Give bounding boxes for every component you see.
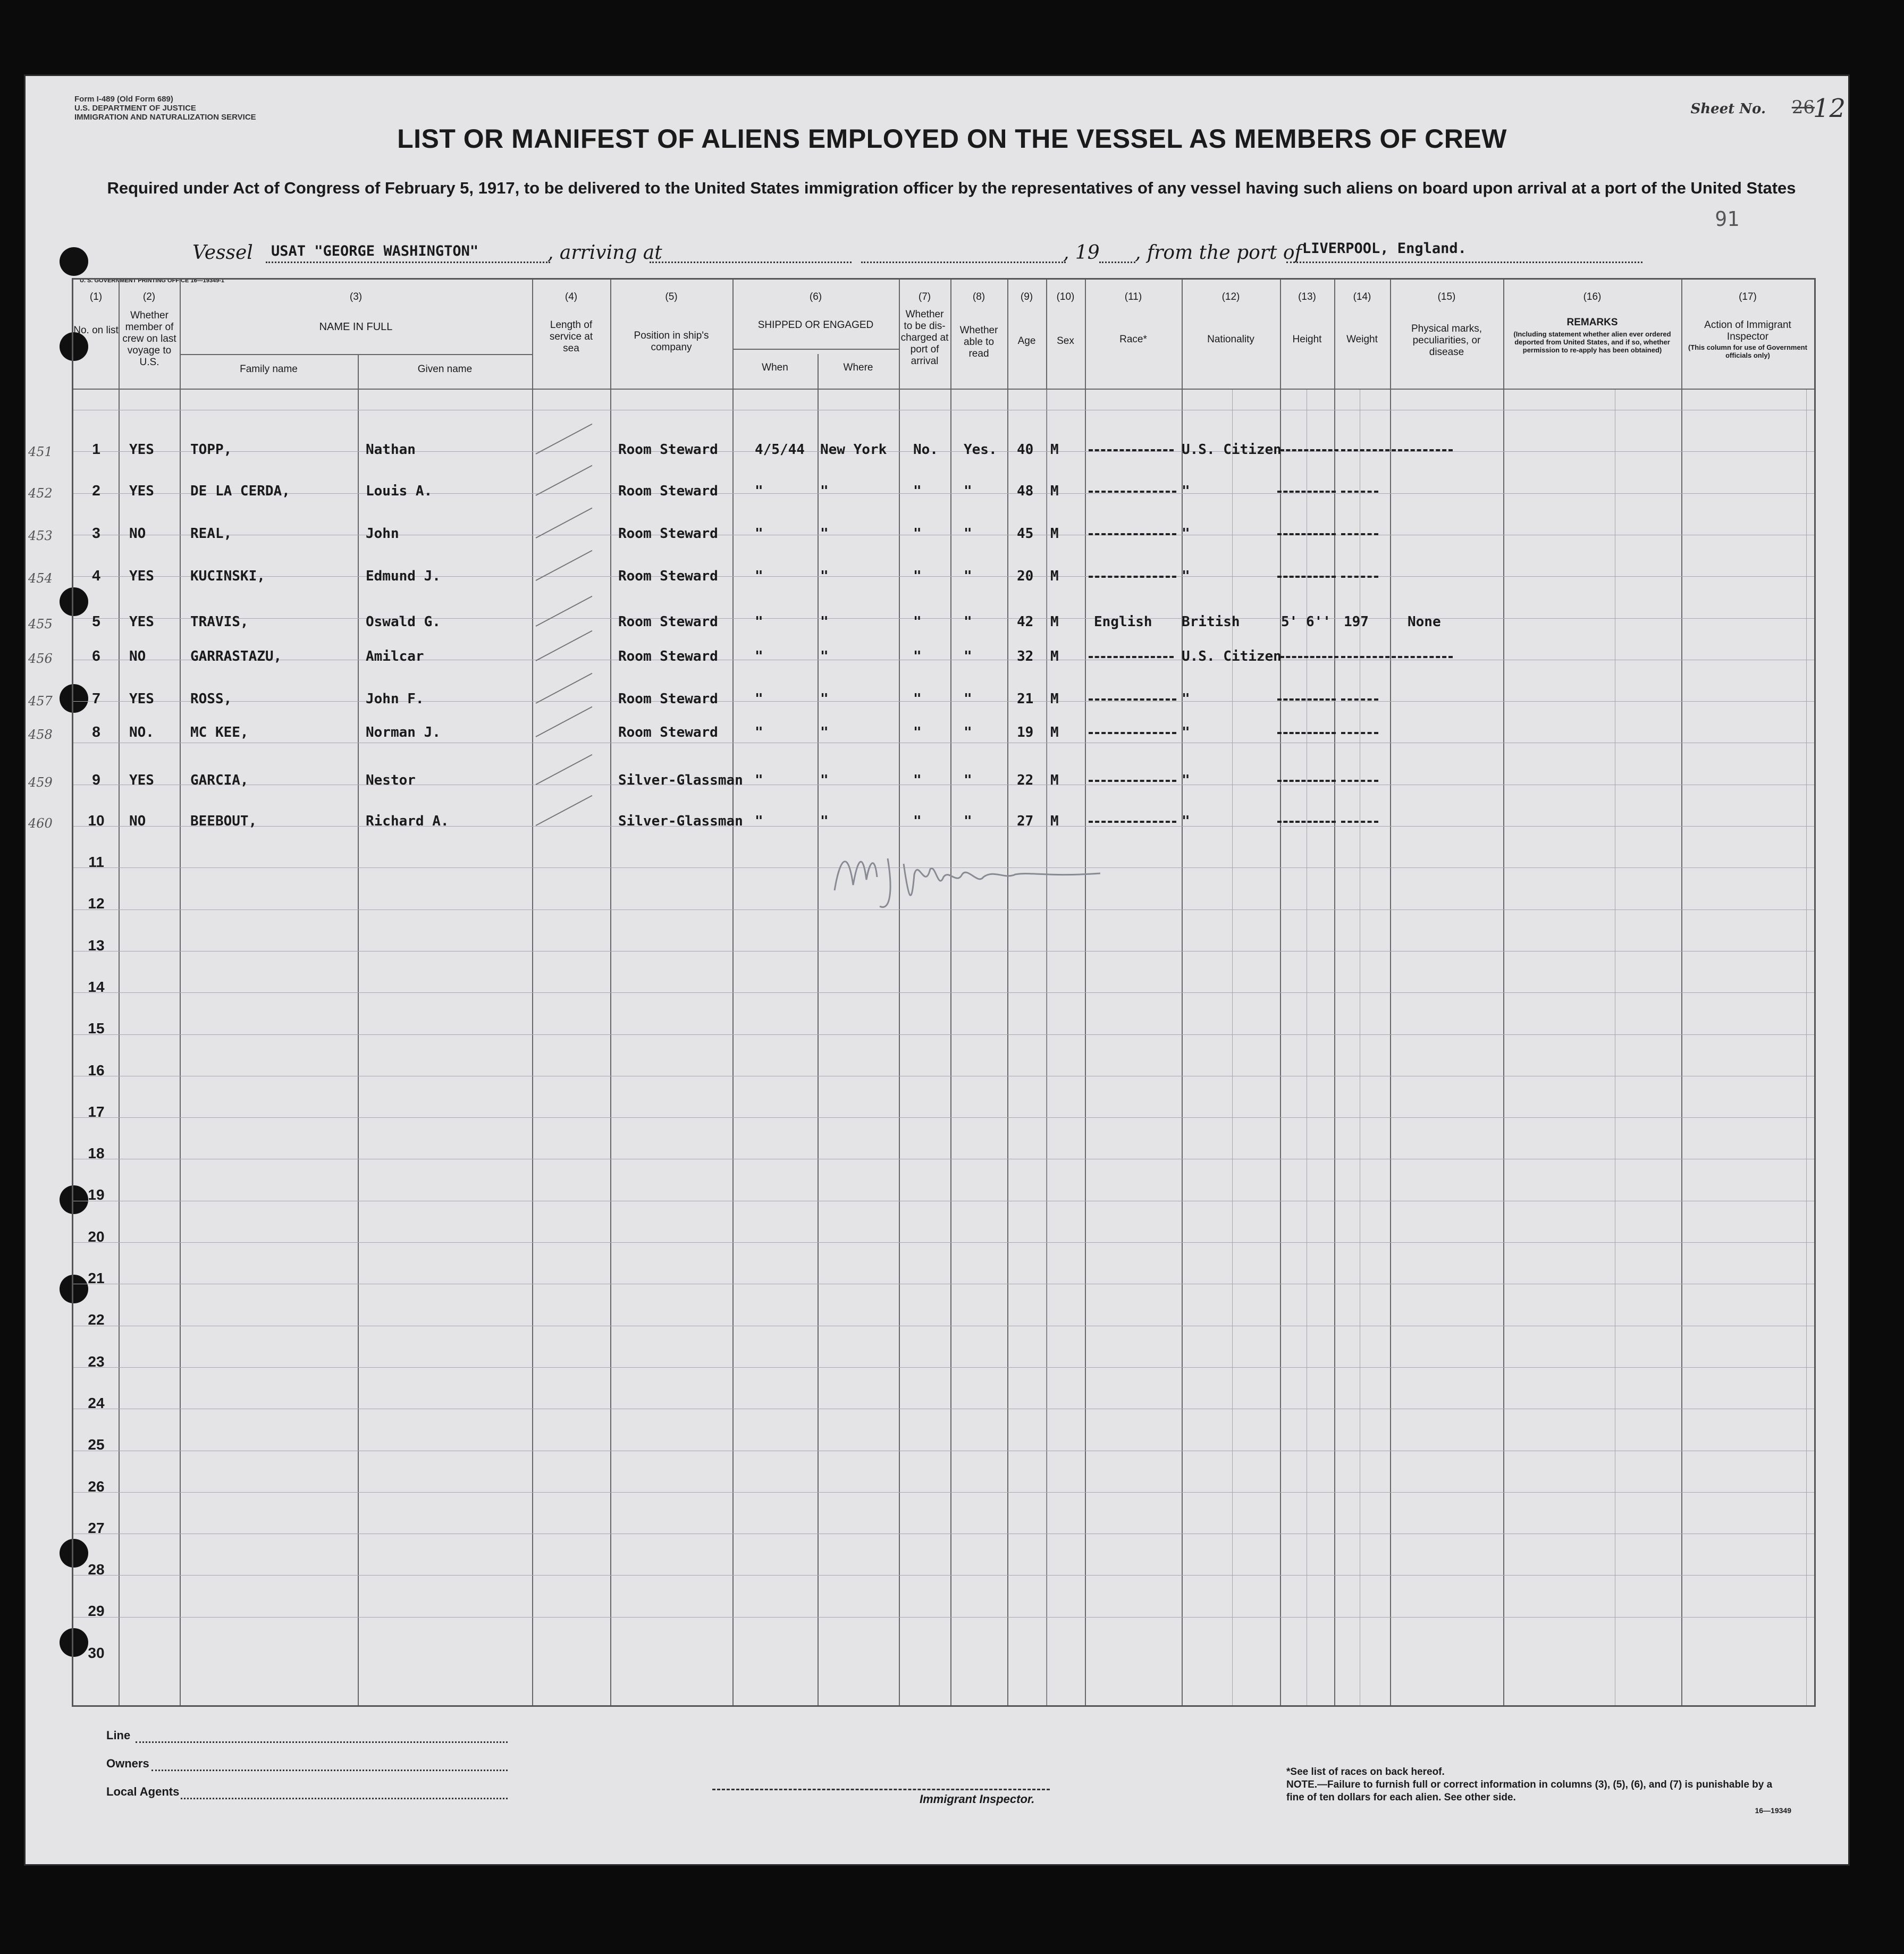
shipped-where: " — [820, 691, 829, 707]
able-to-read: " — [964, 725, 972, 740]
discharged: " — [913, 568, 922, 584]
discharged: " — [913, 813, 922, 829]
race-dash — [1089, 698, 1176, 701]
header-member-last-voyage: Whether member of crew on last voyage to U.S. — [122, 310, 176, 368]
member-last-voyage: YES — [129, 772, 154, 788]
owners-underline — [151, 1770, 508, 1771]
member-last-voyage: YES — [129, 614, 154, 630]
col-15-number: (15) — [1437, 291, 1456, 302]
nationality: " — [1182, 568, 1190, 584]
row-number: 22 — [88, 1311, 105, 1328]
col-14-number: (14) — [1353, 291, 1371, 302]
able-to-read: " — [964, 691, 972, 707]
page-title: LIST OR MANIFEST OF ALIENS EMPLOYED ON THE VESSEL AS MEMBERS OF CREW — [397, 124, 1507, 154]
age: 32 — [1017, 648, 1034, 664]
position: Room Steward — [618, 526, 718, 542]
header-sex: Sex — [1057, 335, 1074, 347]
race-dash — [1089, 576, 1176, 578]
row-number: 15 — [88, 1020, 105, 1037]
local-agents-label: Local Agents — [106, 1785, 180, 1798]
family-name: KUCINSKI, — [190, 568, 265, 584]
row-divider — [73, 493, 1814, 494]
sex: M — [1050, 526, 1059, 542]
discharged: " — [913, 614, 922, 630]
col-16-number: (16) — [1583, 291, 1602, 302]
row-number: 16 — [88, 1062, 105, 1079]
position: Room Steward — [618, 483, 718, 499]
family-name: BEEBOUT, — [190, 813, 257, 829]
position: Room Steward — [618, 614, 718, 630]
page-subtitle: Required under Act of Congress of February 5, 1917, to be delivered to the United States immigration officer by the representatives of any vessel having such aliens on board upon arrival at a port of the United States — [107, 179, 1796, 197]
given-name: Norman J. — [366, 725, 441, 740]
header-given-name: Given name — [417, 364, 473, 375]
margin-note: 459 — [28, 775, 53, 790]
sex: M — [1050, 772, 1059, 788]
race-dash — [1089, 732, 1176, 734]
given-name: John F. — [366, 691, 424, 707]
vessel-underline — [266, 262, 550, 263]
header-able-read: Whether able to read — [959, 325, 998, 359]
weight-dash — [1341, 449, 1453, 451]
able-to-read: " — [964, 648, 972, 664]
age: 21 — [1017, 691, 1034, 707]
family-name: GARRASTAZU, — [190, 648, 282, 664]
given-name: Edmund J. — [366, 568, 441, 584]
margin-note: 457 — [28, 694, 53, 709]
family-name: TRAVIS, — [190, 614, 249, 630]
department: U.S. DEPARTMENT OF JUSTICE — [74, 104, 196, 113]
inspector-underline — [712, 1789, 1050, 1790]
shipped-when: " — [755, 614, 763, 630]
shipped-when: " — [755, 691, 763, 707]
shipped-when: " — [755, 483, 763, 499]
member-last-voyage: YES — [129, 483, 154, 499]
age: 48 — [1017, 483, 1034, 499]
height-dash — [1277, 698, 1336, 701]
weight-dash — [1341, 533, 1378, 535]
member-last-voyage: NO — [129, 813, 146, 829]
col-13-number: (13) — [1298, 291, 1316, 302]
member-last-voyage: NO — [129, 648, 146, 664]
given-name: Nathan — [366, 442, 416, 458]
margin-note: 452 — [28, 486, 53, 501]
given-name: Oswald G. — [366, 614, 441, 630]
row-number: 30 — [88, 1644, 105, 1661]
position: Room Steward — [618, 691, 718, 707]
header-remarks-note: (Including statement whether alien ever ordered deported from United States, and if so, whether permission to re-apply has been obtained) — [1513, 330, 1671, 354]
race-dash — [1089, 491, 1176, 493]
row-number: 20 — [88, 1228, 105, 1245]
header-remarks: REMARKS — [1566, 317, 1618, 328]
margin-note: 458 — [28, 727, 53, 742]
able-to-read: " — [964, 526, 972, 542]
year-underline — [1099, 262, 1135, 263]
sheet-number: 12 — [1813, 94, 1846, 123]
race-dash — [1089, 821, 1176, 823]
service-check-mark — [536, 630, 593, 661]
age: 40 — [1017, 442, 1034, 458]
shipped-where: " — [820, 568, 829, 584]
service-check-mark — [536, 508, 593, 538]
row-number: 12 — [88, 895, 105, 912]
owners-label: Owners — [106, 1757, 149, 1770]
age: 19 — [1017, 725, 1034, 740]
row-number: 14 — [88, 978, 105, 995]
header-name-in-full: NAME IN FULL — [319, 321, 393, 333]
able-to-read: " — [964, 813, 972, 829]
weight-dash — [1341, 656, 1453, 658]
port-underline — [1286, 262, 1642, 263]
race-dash — [1089, 449, 1174, 451]
sex: M — [1050, 483, 1059, 499]
row-number: 25 — [88, 1436, 105, 1453]
service-check-mark — [536, 673, 593, 704]
service-check-mark — [536, 424, 593, 454]
sex: M — [1050, 568, 1059, 584]
shipped-when: 4/5/44 — [755, 442, 805, 458]
row-number: 18 — [88, 1145, 105, 1162]
header-position: Position in ship's company — [634, 330, 709, 353]
position: Room Steward — [618, 725, 718, 740]
discharged: " — [913, 648, 922, 664]
race-dash — [1089, 780, 1176, 782]
row-number: 24 — [88, 1394, 105, 1411]
row-number: 2 — [92, 482, 100, 499]
sex: M — [1050, 648, 1059, 664]
header-discharged: Whether to be dis-charged at port of arrival — [900, 309, 949, 367]
nationality: " — [1182, 813, 1190, 829]
inspector-signature — [824, 827, 1111, 922]
row-divider — [73, 618, 1814, 619]
row-number: 5 — [92, 613, 100, 629]
shipped-where: " — [820, 772, 829, 788]
discharged: " — [913, 483, 922, 499]
shipped-when: " — [755, 568, 763, 584]
physical-marks: None — [1408, 614, 1441, 630]
sex: M — [1050, 691, 1059, 707]
arriving-label: , arriving at — [547, 242, 662, 264]
col-17-number: (17) — [1739, 291, 1757, 302]
penalty-note: NOTE.—Failure to furnish full or correct information in columns (3), (5), (6), and (7) is punishable by a fine of ten dollars for each alien. See other side. — [1286, 1779, 1773, 1803]
shipped-where: " — [820, 813, 829, 829]
crew-table — [28, 278, 1816, 1707]
row-number: 7 — [92, 690, 100, 706]
sex: M — [1050, 813, 1059, 829]
row-number: 28 — [88, 1561, 105, 1578]
shipped-where: " — [820, 526, 829, 542]
height-dash — [1277, 533, 1336, 535]
race-dash — [1089, 533, 1176, 535]
height: 5' 6'' — [1281, 614, 1331, 630]
col-4-number: (4) — [565, 291, 578, 302]
given-name: John — [366, 526, 399, 542]
shipped-where: New York — [820, 442, 887, 458]
family-name: GARCIA, — [190, 772, 249, 788]
nationality: U.S. Citizen — [1182, 648, 1282, 664]
form-code: 16—19349 — [1755, 1806, 1791, 1815]
row-number: 21 — [88, 1270, 105, 1286]
margin-note: 455 — [28, 617, 53, 631]
position: Room Steward — [618, 568, 718, 584]
page-number: 91 — [1715, 207, 1739, 231]
given-name: Amilcar — [366, 648, 424, 664]
header-nationality: Nationality — [1207, 334, 1254, 345]
shipped-when: " — [755, 526, 763, 542]
able-to-read: " — [964, 614, 972, 630]
printing-office-line: U. S. GOVERNMENT PRINTING OFFICE 16—19349-1 — [80, 277, 225, 284]
nationality: British — [1182, 614, 1240, 630]
punch-hole — [60, 247, 88, 276]
agents-underline — [181, 1798, 508, 1799]
service: IMMIGRATION AND NATURALIZATION SERVICE — [74, 113, 256, 122]
row-number: 23 — [88, 1353, 105, 1370]
member-last-voyage: NO — [129, 526, 146, 542]
races-note: *See list of races on back hereof. — [1286, 1766, 1445, 1778]
vessel-name: USAT "GEORGE WASHINGTON" — [271, 243, 479, 259]
col-3-number: (3) — [349, 291, 363, 302]
race: English — [1094, 614, 1152, 630]
family-name: MC KEE, — [190, 725, 249, 740]
header-weight: Weight — [1346, 334, 1378, 345]
able-to-read: " — [964, 568, 972, 584]
col-9-number: (9) — [1020, 291, 1033, 302]
shipped-where: " — [820, 725, 829, 740]
row-number: 4 — [92, 567, 100, 584]
header-physical-marks: Physical marks, peculiarities, or disease — [1411, 323, 1482, 358]
row-number: 10 — [88, 812, 105, 829]
service-check-mark — [536, 596, 593, 627]
sex: M — [1050, 725, 1059, 740]
weight-dash — [1341, 780, 1378, 782]
nationality: " — [1182, 526, 1190, 542]
header-where: Where — [843, 362, 873, 373]
header-action-inspector: Action of Immigrant Inspector — [1704, 319, 1791, 342]
port-name: LIVERPOOL, England. — [1302, 240, 1467, 257]
weight-dash — [1341, 698, 1378, 701]
col-2-number: (2) — [142, 291, 156, 302]
shipped-where: " — [820, 483, 829, 499]
race-dash — [1089, 656, 1174, 658]
position: Room Steward — [618, 648, 718, 664]
member-last-voyage: YES — [129, 568, 154, 584]
row-number: 17 — [88, 1103, 105, 1120]
row-divider — [73, 1617, 1814, 1618]
weight-dash — [1341, 821, 1378, 823]
row-divider — [73, 1492, 1814, 1493]
discharged: " — [913, 526, 922, 542]
row-number: 19 — [88, 1186, 105, 1203]
sheet-original-number: 26 — [1791, 97, 1815, 118]
service-check-mark — [536, 465, 593, 496]
sex: M — [1050, 442, 1059, 458]
given-name: Nestor — [366, 772, 416, 788]
height-dash — [1280, 656, 1338, 658]
shipped-when: " — [755, 813, 763, 829]
row-divider — [73, 1242, 1814, 1243]
col-10-number: (10) — [1056, 291, 1075, 302]
header-race: Race* — [1119, 334, 1147, 345]
header-height: Height — [1292, 334, 1322, 345]
from-port-label: , from the port of — [1135, 242, 1302, 264]
line-label: Line — [106, 1729, 131, 1742]
col-5-number: (5) — [665, 291, 678, 302]
given-name: Louis A. — [366, 483, 433, 499]
member-last-voyage: YES — [129, 442, 154, 458]
given-name: Richard A. — [366, 813, 449, 829]
row-divider — [73, 451, 1814, 452]
col-12-number: (12) — [1221, 291, 1240, 302]
row-number: 27 — [88, 1519, 105, 1536]
family-name: ROSS, — [190, 691, 232, 707]
margin-note: 451 — [28, 444, 53, 459]
col-11-number: (11) — [1124, 291, 1142, 302]
col-7-number: (7) — [918, 291, 931, 302]
row-divider — [73, 1575, 1814, 1576]
age: 45 — [1017, 526, 1034, 542]
arriving-underline — [650, 262, 852, 263]
row-divider — [73, 1367, 1814, 1368]
date-underline — [861, 262, 1066, 263]
nationality: U.S. Citizen — [1182, 442, 1282, 458]
age: 27 — [1017, 813, 1034, 829]
header-length-service: Length of service at sea — [549, 319, 593, 354]
row-number: 13 — [88, 937, 105, 954]
row-number: 11 — [88, 854, 104, 870]
col-1-number: (1) — [89, 291, 103, 302]
shipped-where: " — [820, 648, 829, 664]
age: 42 — [1017, 614, 1034, 630]
able-to-read: " — [964, 772, 972, 788]
height-dash — [1280, 449, 1338, 451]
height-dash — [1277, 732, 1336, 734]
shipped-where: " — [820, 614, 829, 630]
line-underline — [136, 1741, 508, 1743]
vessel-label: Vessel — [192, 242, 253, 264]
weight: 197 — [1344, 614, 1369, 630]
row-divider — [73, 992, 1814, 993]
position: Silver-Glassman — [618, 813, 743, 829]
height-dash — [1277, 491, 1336, 493]
weight-dash — [1341, 576, 1378, 578]
sex: M — [1050, 614, 1059, 630]
col-8-number: (8) — [972, 291, 985, 302]
nationality: " — [1182, 483, 1190, 499]
row-number: 1 — [92, 441, 100, 457]
row-divider — [73, 1034, 1814, 1035]
shipped-when: " — [755, 772, 763, 788]
margin-note: 453 — [28, 528, 53, 543]
shipped-when: " — [755, 725, 763, 740]
nationality: " — [1182, 772, 1190, 788]
shipped-when: " — [755, 648, 763, 664]
able-to-read: Yes. — [964, 442, 997, 458]
service-check-mark — [536, 795, 593, 826]
margin-note: 454 — [28, 571, 53, 586]
position: Silver-Glassman — [618, 772, 743, 788]
form-number: Form I-489 (Old Form 689) — [74, 95, 173, 104]
row-divider — [73, 1117, 1814, 1118]
row-number: 9 — [92, 771, 100, 788]
position: Room Steward — [618, 442, 718, 458]
weight-dash — [1341, 732, 1378, 734]
header-age: Age — [1017, 335, 1036, 347]
height-dash — [1277, 780, 1336, 782]
height-dash — [1277, 821, 1336, 823]
able-to-read: " — [964, 483, 972, 499]
margin-note: 460 — [28, 816, 53, 831]
form-identifier — [74, 95, 256, 122]
row-number: 6 — [92, 647, 100, 664]
sheet-label: Sheet No. — [1690, 101, 1766, 117]
row-number: 29 — [88, 1603, 105, 1620]
member-last-voyage: YES — [129, 691, 154, 707]
row-number: 8 — [92, 723, 100, 740]
age: 22 — [1017, 772, 1034, 788]
family-name: REAL, — [190, 526, 232, 542]
header-no-on-list: No. on list — [73, 325, 119, 336]
year-label: , 19 — [1063, 242, 1100, 264]
margin-note: 456 — [28, 651, 53, 666]
discharged: " — [913, 691, 922, 707]
family-name: DE LA CERDA, — [190, 483, 290, 499]
header-family-name: Family name — [240, 364, 298, 375]
footer-note — [1286, 1766, 1791, 1817]
header-action-note: (This column for use of Government officials only) — [1688, 343, 1807, 359]
row-divider — [73, 576, 1814, 577]
row-number: 3 — [92, 525, 100, 541]
discharged: No. — [913, 442, 938, 458]
nationality: " — [1182, 725, 1190, 740]
family-name: TOPP, — [190, 442, 232, 458]
service-check-mark — [536, 706, 593, 737]
header-when: When — [762, 362, 788, 373]
discharged: " — [913, 725, 922, 740]
height-dash — [1277, 576, 1336, 578]
header-shipped-engaged: SHIPPED OR ENGAGED — [757, 319, 874, 331]
col-6-number: (6) — [809, 291, 822, 302]
age: 20 — [1017, 568, 1034, 584]
nationality: " — [1182, 691, 1190, 707]
weight-dash — [1341, 491, 1378, 493]
inspector-label: Immigrant Inspector. — [920, 1792, 1035, 1806]
row-number: 26 — [88, 1478, 105, 1495]
row-divider — [73, 701, 1814, 702]
discharged: " — [913, 772, 922, 788]
service-check-mark — [536, 754, 593, 785]
member-last-voyage: NO. — [129, 725, 154, 740]
